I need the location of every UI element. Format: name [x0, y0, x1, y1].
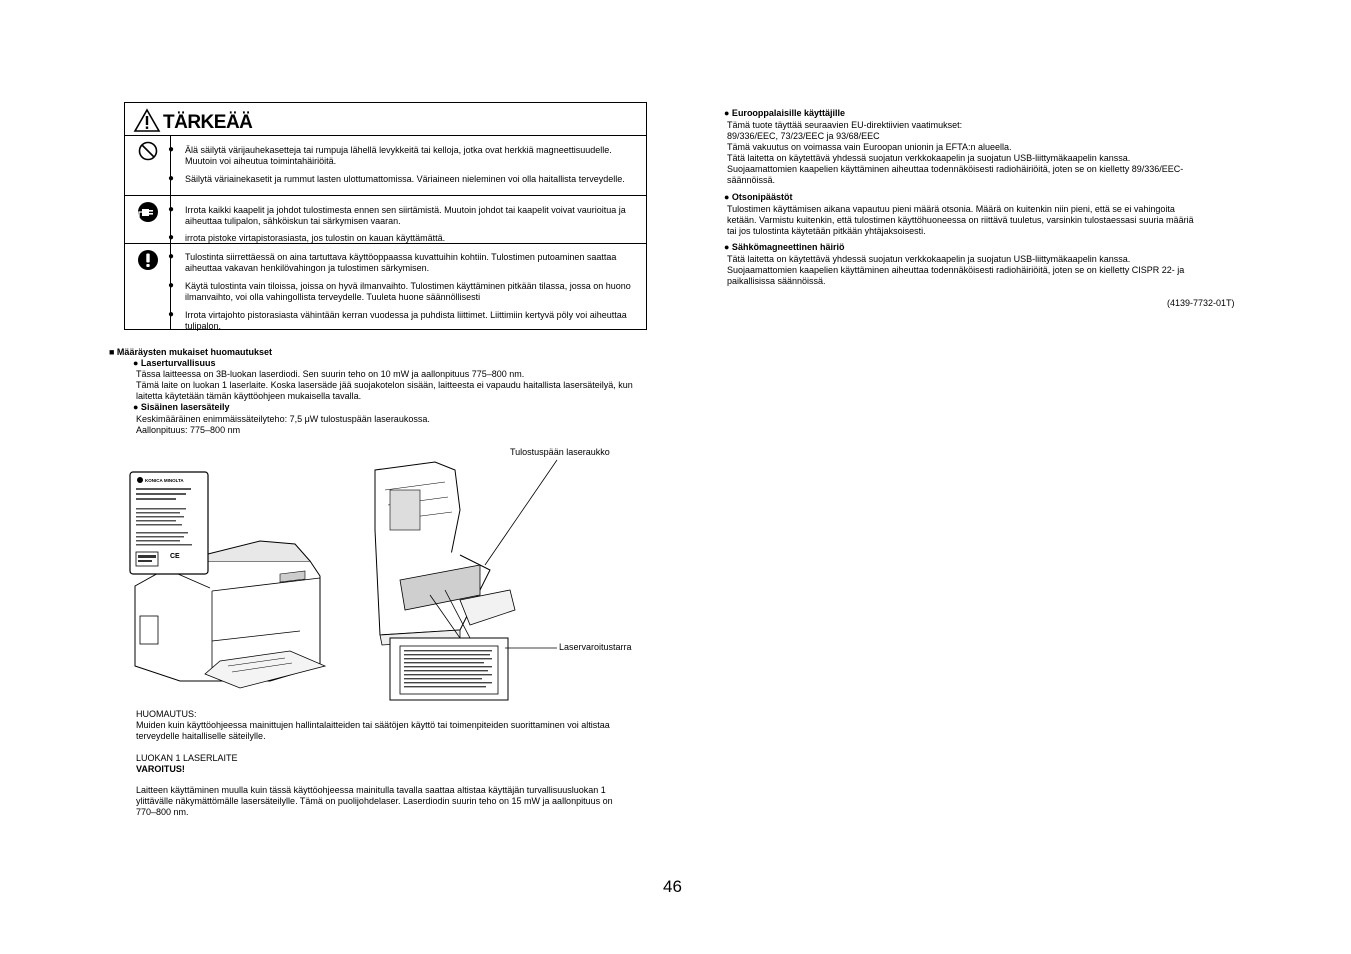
icon-cell — [125, 136, 171, 195]
internal-laser-heading: ● Sisäinen lasersäteily — [133, 402, 230, 412]
eu-line: Suojaamattomien kaapelien käyttäminen aiheuttaa todennäköisesti radiohäiriöitä, joten se on kielletty 89/336/EEC- — [727, 164, 1184, 174]
laser-safety-line: Tämä laite on luokan 1 laserlaite. Koska lasersäde jää suojakotelon sisään, laitteesta ei vapaudu haitallista lasersäteilyä, kun — [136, 380, 633, 390]
icon-cell — [125, 196, 171, 243]
bullet-icon: ● — [168, 251, 175, 262]
list-item: ● Käytä tulostinta vain tiloissa, joissa on hyvä ilmanvaihto. Tulostimen käyttäminen pitkään tilassa, jossa on huono ilmanvaihto, voi olla vahingollista terveydelle. Tuuleta huone säännöllisesti — [168, 280, 631, 302]
class1-title: LUOKAN 1 LASERLAITE — [136, 753, 238, 763]
eu-line: Tämä vakuutus on voimassa vain Euroopan unionin ja EFTA:n alueella. — [727, 142, 1012, 152]
callout-warning-label: Laservaroitustarra — [559, 642, 632, 652]
warning-title: VAROITUS! — [136, 764, 185, 774]
important-row-unplug — [125, 196, 646, 244]
callout-lines — [460, 455, 650, 655]
eu-line: Tämä tuote täyttää seuraavien EU-direktiivien vaatimukset: — [727, 120, 963, 130]
icon-cell — [125, 244, 171, 330]
laser-safety-heading: ● Laserturvallisuus — [133, 358, 216, 368]
emi-line: paikallisissa säännöissä. — [727, 276, 826, 286]
important-row-prohibited — [125, 136, 646, 196]
laser-safety-line: laitetta käytetään tämän käyttöohjeen mukaisella tavalla. — [136, 391, 362, 401]
laser-safety-line: Tässa laitteessa on 3B-luokan laserdiodi. Sen suurin teho on 10 mW ja aallonpituus 775–800 nm. — [136, 369, 525, 379]
emi-line: Suojaamattomien kaapelien käyttäminen aiheuttaa todennäköisesti radiohäiriöitä, joten se on kielletty CISPR 22- ja — [727, 265, 1185, 275]
list-item: ● Tulostinta siirrettäessä on aina tartuttava käyttöoppaassa kuvattuihin kohtiin. Tulostimen putoaminen saattaa aiheuttaa vakavan henkilövahingon ja tulostimen särkymisen. — [168, 251, 617, 273]
important-title: TÄRKEÄÄ — [163, 112, 253, 133]
bullet-icon: ● — [168, 232, 175, 243]
eu-line: 89/336/EEC, 73/23/EEC ja 93/68/EEC — [727, 131, 880, 141]
page-number: 46 — [663, 877, 682, 896]
notice-line: terveydelle haitalliselle säteilylle. — [136, 731, 266, 741]
eu-line: säännöissä. — [727, 175, 776, 185]
list-item: ● Säilytä väriainekasetit ja rummut lasten ulottumattomissa. Väriaineen nieleminen voi olla haitallista terveydelle. — [168, 173, 625, 184]
warning-triangle-icon — [133, 108, 161, 133]
ozone-heading: ● Otsonipäästöt — [724, 192, 793, 202]
list-item: ● irrota pistoke virtapistorasiasta, jos tulostin on kauan käyttämättä. — [168, 232, 446, 243]
bullet-icon: ● — [168, 280, 175, 291]
document-code: (4139-7732-01T) — [1167, 298, 1235, 308]
warning-line: Laitteen käyttäminen muulla kuin tässä käyttöohjeessa mainitulla tavalla saattaa altistaa käyttäjän turvallisuusluokan 1 — [136, 785, 606, 795]
printer-illustration — [120, 466, 330, 696]
list-item: ● Irrota virtajohto pistorasiasta vähintään kerran vuodessa ja puhdista liittimet. Liittimiin kertyvä pöly voi aiheuttaa tulipalon. — [168, 309, 627, 331]
warning-line: ylittävälle näkymättömälle lasersäteilylle. Tämä on puolijohdelaser. Laserdiodin suurin teho on 15 mW ja aallonpituus on — [136, 796, 613, 806]
bullet-icon: ● — [168, 204, 175, 215]
important-header — [125, 103, 646, 136]
emi-heading: ● Sähkömagneettinen häiriö — [724, 242, 845, 252]
ozone-line: tai jos tulostinta käytetään pitkään yhtäjaksoisesti. — [727, 226, 926, 236]
notice-line: Muiden kuin käyttöohjeessa mainittujen hallintalaitteiden tai säätöjen käyttö tai toimenpiteiden suorittaminen voi altistaa — [136, 720, 610, 730]
list-item: ● Irrota kaikki kaapelit ja johdot tulostimesta ennen sen siirtämistä. Muutoin johdot tai kaapelit voivat vaurioitua ja aiheuttaa tulipalon, sähköiskun tai särkymisen vaaran. — [168, 204, 626, 226]
important-row-mandatory — [125, 244, 646, 330]
warning-line: 770–800 nm. — [136, 807, 189, 817]
important-box — [124, 102, 647, 330]
internal-laser-line: Aallonpituus: 775–800 nm — [136, 425, 241, 435]
callout-laser-aperture: Tulostuspään laseraukko — [510, 447, 610, 457]
unplug-icon — [137, 201, 159, 223]
notice-heading: HUOMAUTUS: — [136, 709, 197, 719]
bullet-icon: ● — [168, 309, 175, 320]
eu-line: Tätä laitetta on käytettävä yhdessä suojatun verkkokaapelin ja suojatun USB-liittymäkaapelin kanssa. — [727, 153, 1131, 163]
emi-line: Tätä laitetta on käytettävä yhdessä suojatun verkkokaapelin ja suojatun USB-liittymäkaapelin kanssa. — [727, 254, 1131, 264]
prohibited-icon — [137, 140, 159, 162]
mandatory-icon — [137, 249, 159, 271]
eu-heading: ● Eurooppalaisille käyttäjille — [724, 108, 845, 118]
regulations-heading: ■ Määräysten mukaiset huomautukset — [109, 347, 272, 357]
ozone-line: ketään. Varmistu kuitenkin, että tulostimen käyttöhuoneessa on riittävä tuuletus, varsinkin tulostaessasi suuria määriä — [727, 215, 1194, 225]
ozone-line: Tulostimen käyttämisen aikana vapautuu pieni määrä otsonia. Määrä on kuitenkin niin pieni, että se ei vahingoita — [727, 204, 1175, 214]
svg-text:CE: CE — [170, 553, 180, 560]
bullet-icon: ● — [168, 173, 175, 184]
bullet-icon: ● — [168, 144, 175, 155]
list-item: ● Älä säilytä värijauhekasetteja tai rumpuja lähellä levykkeitä tai kelloja, jotka ovat herkkiä magneettisuudelle. Muutoin voi aiheutua toimintahäiriöitä. — [168, 144, 612, 166]
label-brand: KONICA MINOLTA — [145, 478, 184, 483]
internal-laser-line: Keskimääräinen enimmäissäteilyteho: 7,5 μW tulostuspään laseraukossa. — [136, 414, 430, 424]
